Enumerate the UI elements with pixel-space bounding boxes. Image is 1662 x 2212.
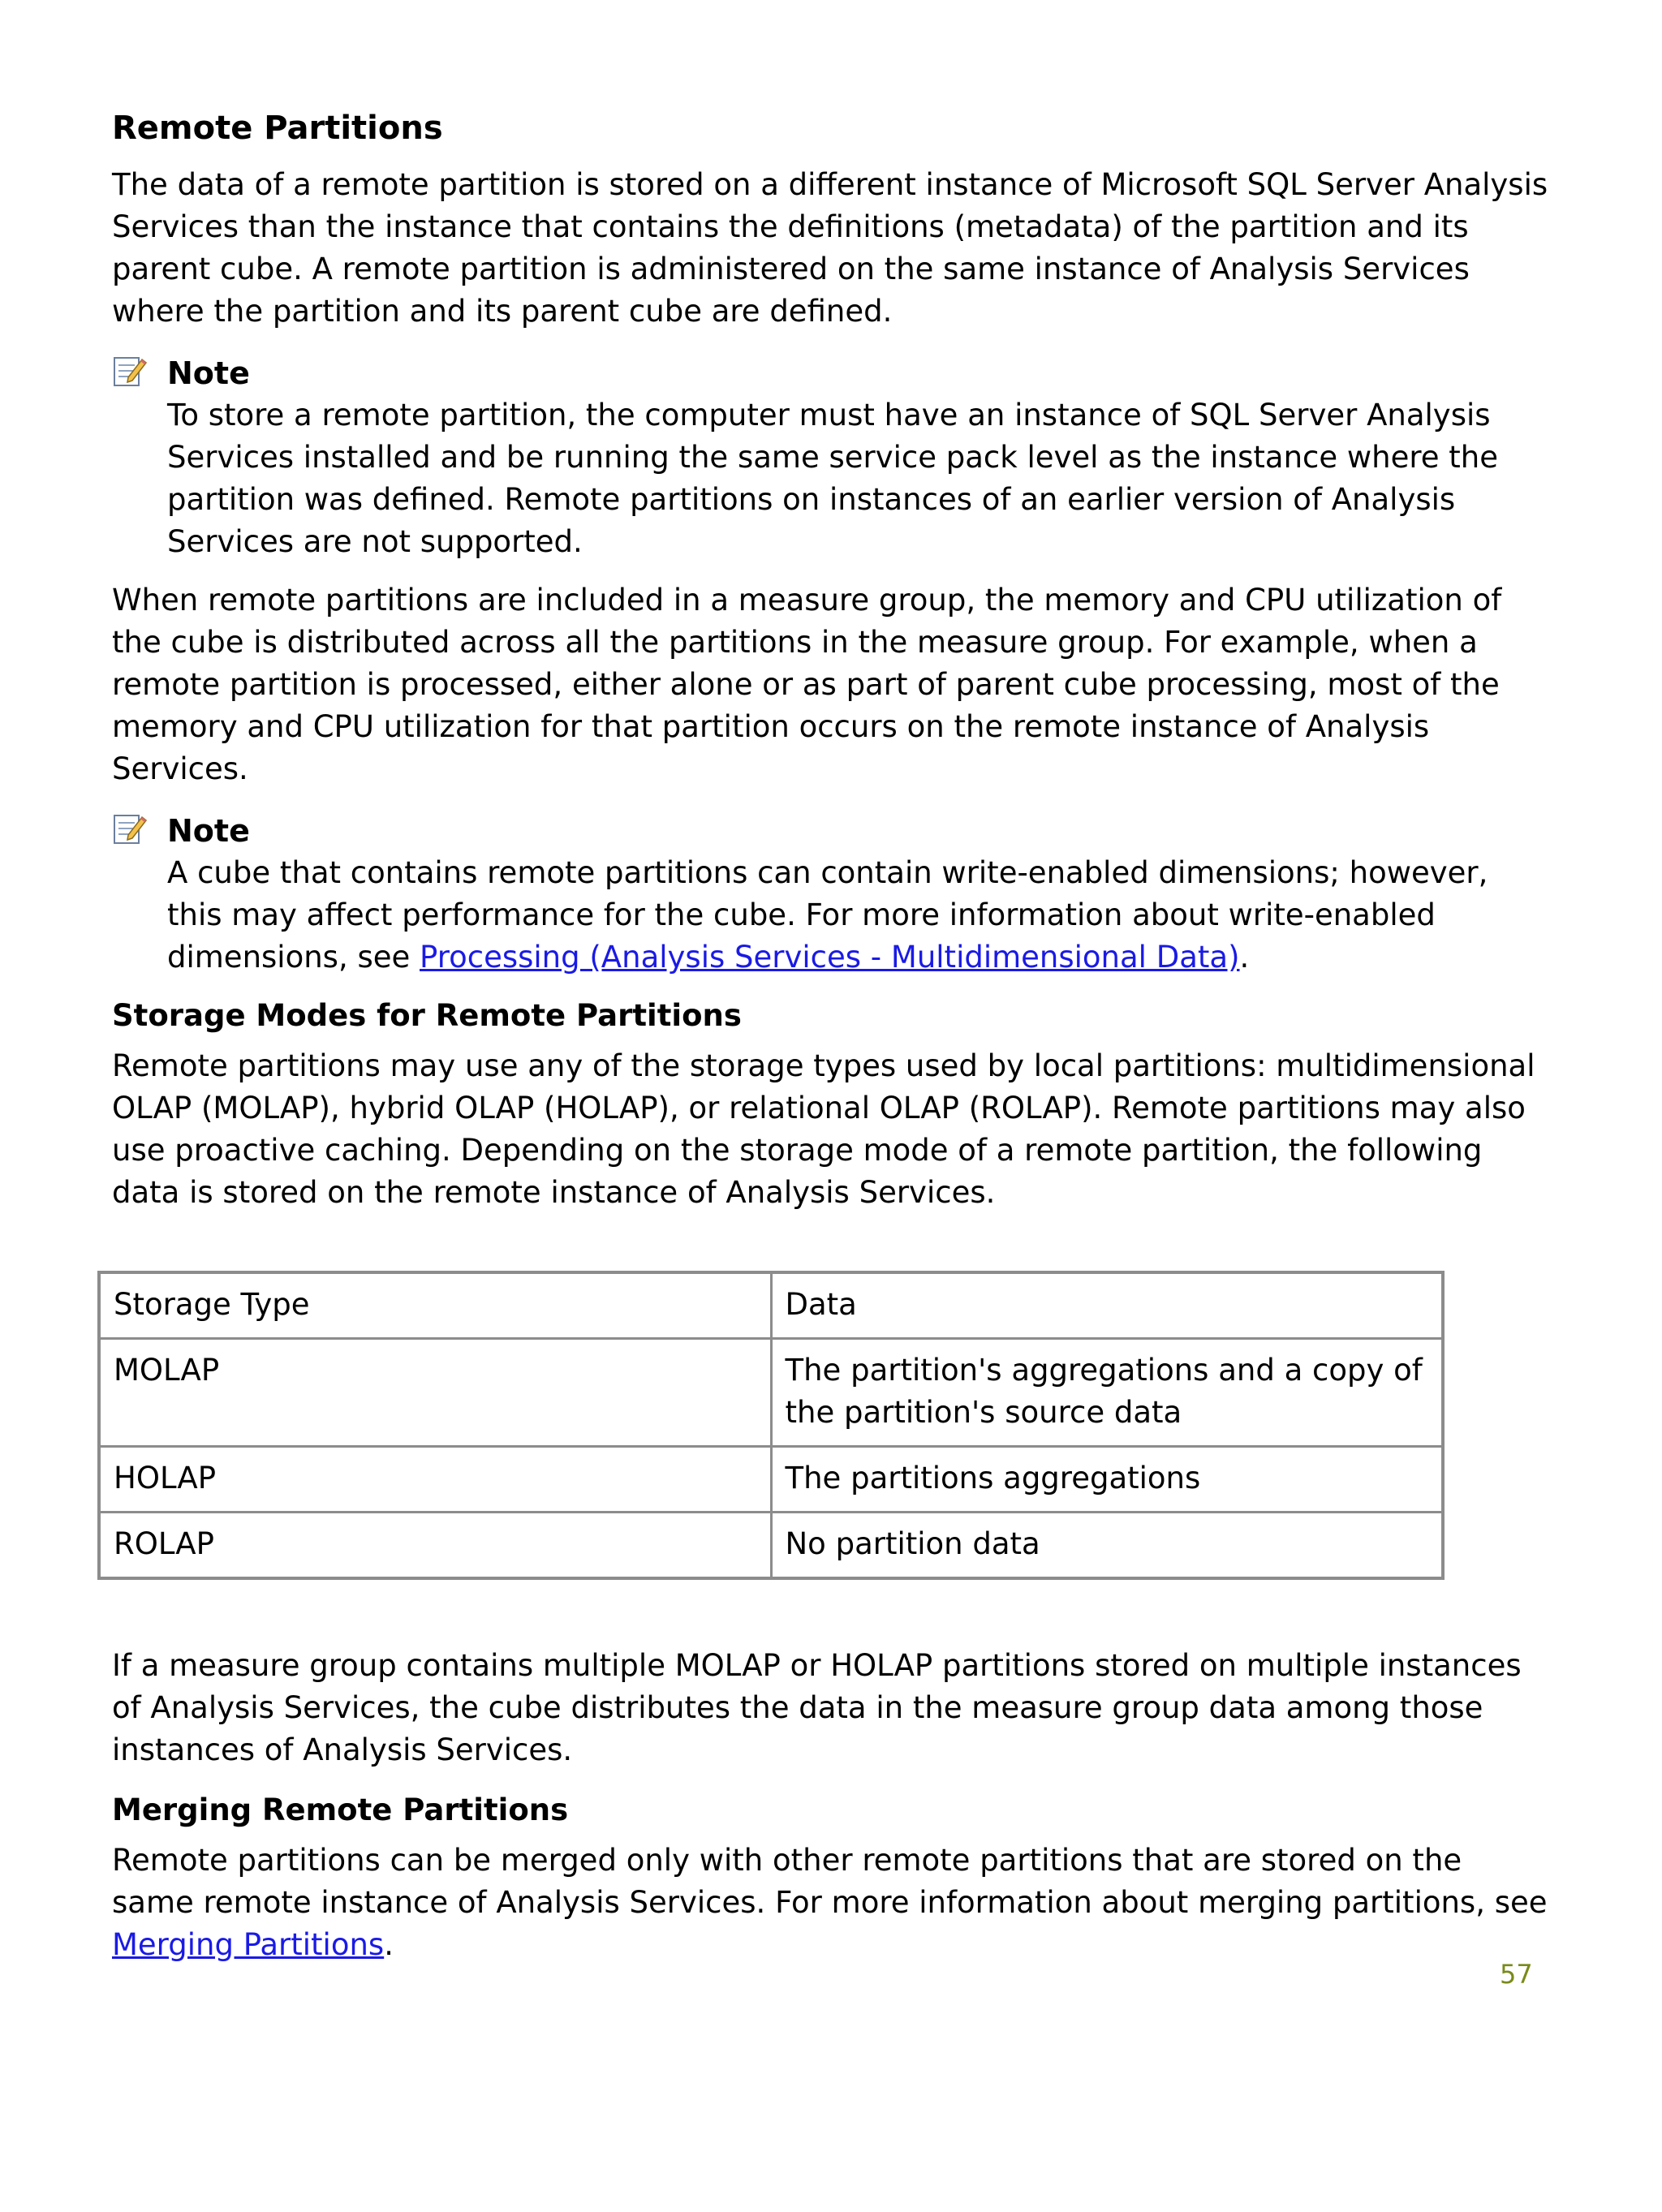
storage-type-table [97, 1271, 1445, 1580]
table-cell: HOLAP [99, 1447, 771, 1513]
table-row [99, 1339, 1443, 1447]
page-content [112, 105, 1548, 1984]
table-cell: MOLAP [99, 1339, 771, 1447]
note-text-before: A cube that contains remote partitions can contain write-enabled dimensions; however, this may affect performance for the cube. For more information about write-enabled dimensions, see [167, 855, 1488, 975]
note-block-2 [112, 810, 1548, 979]
note-header [112, 810, 1548, 852]
note-text: To store a remote partition, the computer must have an instance of SQL Server Analysis Services installed and be running the same service pack level as the instance where the partition was defined. Remote partitions on instances of an earlier version of Analysis Services are not supported. [167, 398, 1499, 559]
merging-paragraph [112, 1840, 1548, 1966]
table-cell: ROLAP [99, 1513, 771, 1579]
section-title-remote-partitions: Remote Partitions [112, 110, 443, 147]
page-number: 57 [1500, 1959, 1533, 1990]
merging-text-after: . [384, 1927, 394, 1962]
table-header-row [99, 1272, 1443, 1339]
note-label: Note [167, 813, 250, 849]
note-text-after: . [1239, 940, 1250, 975]
table-row [99, 1513, 1443, 1579]
table-header-cell: Data [771, 1272, 1443, 1339]
table-row [99, 1447, 1443, 1513]
note-label: Note [167, 355, 250, 391]
merging-text-before: Remote partitions can be merged only with other remote partitions that are stored on the same remote instance of Analysis Services. For more information about merging partitions, see [112, 1843, 1548, 1920]
note-text [167, 852, 1548, 979]
section-title-storage-modes: Storage Modes for Remote Partitions [112, 998, 742, 1033]
memory-paragraph: When remote partitions are included in a measure group, the memory and CPU utilization of the cube is distributed across all the partitions in the measure group. For example, when a remote partition is processed, either alone or as part of parent cube processing, most of the memory and CPU utilization for that partition occurs on the remote instance of Analysis Services. [112, 583, 1502, 786]
table-header-cell: Storage Type [99, 1272, 771, 1339]
processing-link[interactable]: Processing (Analysis Services - Multidimensional Data) [420, 940, 1240, 975]
intro-paragraph: The data of a remote partition is stored on a different instance of Microsoft SQL Server Analysis Services than the instance that contains the definitions (metadata) of the partition and its parent cube. A remote partition is administered on the same instance of Analysis Services where the partition and its parent cube are defined. [112, 167, 1548, 329]
section-title-merging: Merging Remote Partitions [112, 1792, 569, 1827]
note-block-1 [112, 352, 1548, 563]
table-cell: The partition's aggregations and a copy of the partition's source data [771, 1339, 1443, 1447]
distribution-paragraph: If a measure group contains multiple MOLAP or HOLAP partitions stored on multiple instances of Analysis Services, the cube distributes the data in the measure group data among those instances of Analysis Services. [112, 1648, 1522, 1767]
merging-partitions-link[interactable]: Merging Partitions [112, 1927, 385, 1962]
note-pencil-icon [112, 353, 148, 389]
table-cell: No partition data [771, 1513, 1443, 1579]
table-cell: The partitions aggregations [771, 1447, 1443, 1513]
storage-modes-paragraph: Remote partitions may use any of the storage types used by local partitions: multidimensional OLAP (MOLAP), hybrid OLAP (HOLAP), or relational OLAP (ROLAP). Remote partitions may also use proactive caching. Depending on the storage mode of a remote partition, the following data is stored on the remote instance of Analysis Services. [112, 1048, 1535, 1210]
note-header [112, 352, 1548, 394]
note-pencil-icon [112, 811, 148, 846]
